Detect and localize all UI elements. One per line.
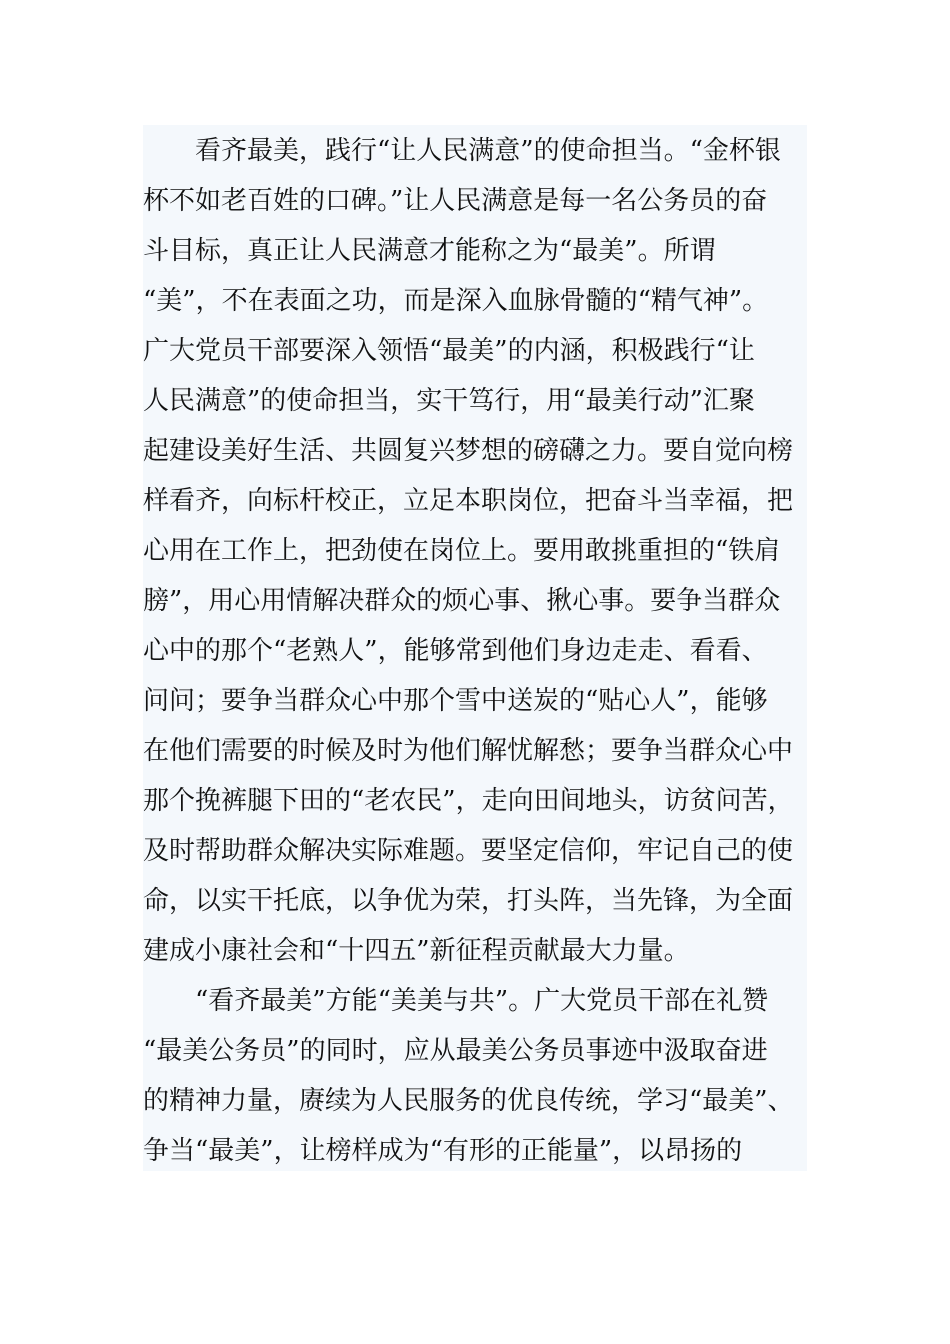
text-line-6: 人民满意”的使命担当，实干笃行，用“最美行动”汇聚: [143, 386, 755, 416]
text-line-21: 争当“最美”，让榜样成为“有形的正能量”，以昂扬的: [143, 1136, 743, 1166]
text-line-11: 心中的那个“老熟人”，能够常到他们身边走走、看看、: [143, 636, 768, 666]
text-line-5: 广大党员干部要深入领悟“最美”的内涵，积极践行“让: [143, 336, 755, 366]
text-line-3: 斗目标，真正让人民满意才能称之为“最美”。所谓: [143, 236, 716, 266]
text-line-20: 的精神力量，赓续为人民服务的优良传统，学习“最美”、: [143, 1086, 794, 1116]
text-line-9: 心用在工作上，把劲使在岗位上。要用敢挑重担的“铁肩: [143, 536, 781, 566]
text-line-18: “看齐最美”方能“美美与共”。广大党员干部在礼赞: [143, 986, 769, 1016]
text-line-19: “最美公务员”的同时，应从最美公务员事迹中汲取奋进: [143, 1036, 768, 1066]
text-line-14: 那个挽裤腿下田的“老农民”，走向田间地头，访贫问苦，: [143, 786, 794, 816]
text-line-2: 杯不如老百姓的口碑。”让人民满意是每一名公务员的奋: [143, 186, 768, 216]
text-line-15: 及时帮助群众解决实际难题。要坚定信仰，牢记自己的使: [143, 836, 794, 866]
text-line-1: 看齐最美，践行“让人民满意”的使命担当。“金杯银: [143, 136, 781, 166]
text-line-16: 命，以实干托底，以争优为荣，打头阵，当先锋，为全面: [143, 886, 794, 916]
text-line-7: 起建设美好生活、共圆复兴梦想的磅礴之力。要自觉向榜: [143, 436, 794, 466]
article-text-block: [143, 125, 807, 1171]
text-line-13: 在他们需要的时候及时为他们解忧解愁；要争当群众心中: [143, 736, 794, 766]
text-line-17: 建成小康社会和“十四五”新征程贡献最大力量。: [143, 936, 690, 966]
text-line-8: 样看齐，向标杆校正，立足本职岗位，把奋斗当幸福，把: [143, 486, 794, 516]
text-line-12: 问问；要争当群众心中那个雪中送炭的“贴心人”，能够: [143, 686, 768, 716]
text-line-10: 膀”，用心用情解决群众的烦心事、揪心事。要争当群众: [143, 586, 781, 616]
text-line-4: “美”，不在表面之功，而是深入血脉骨髓的“精气神”。: [143, 286, 769, 316]
